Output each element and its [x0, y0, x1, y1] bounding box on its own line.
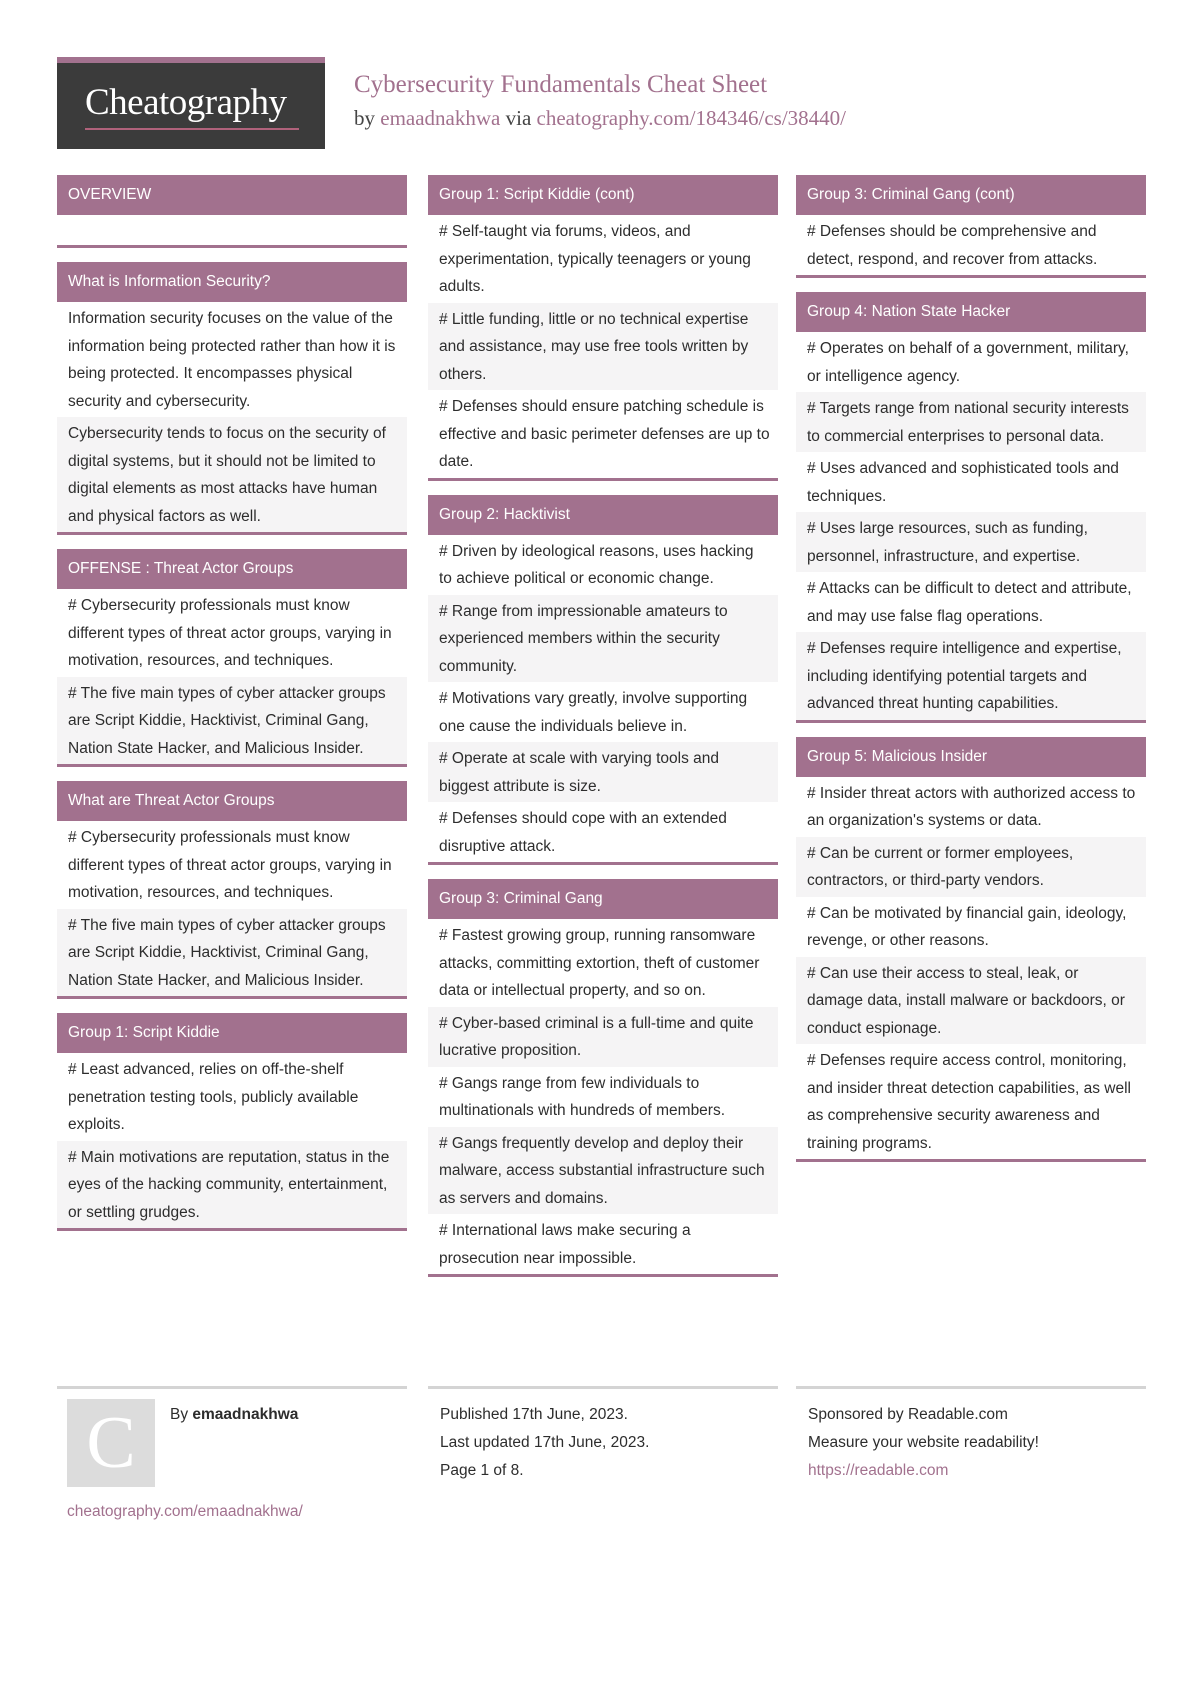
- cheat-section: [796, 737, 1146, 1163]
- updated-date: Last updated 17th June, 2023.: [440, 1434, 650, 1451]
- cheat-section: [57, 175, 407, 248]
- sponsor-line: [808, 1406, 1008, 1424]
- section-body: [796, 332, 1146, 720]
- footer-divider: [796, 1386, 1146, 1389]
- section-item: # Uses large resources, such as funding, personnel, infrastructure, and expertise.: [796, 512, 1146, 572]
- section-item: # Defenses should ensure patching schedule is effective and basic perimeter defenses are up to date.: [428, 390, 778, 478]
- section-item: # The five main types of cyber attacker groups are Script Kiddie, Hacktivist, Criminal Gang, Nation State Hacker, and Malicious Insider.: [57, 677, 407, 765]
- section-heading: Group 3: Criminal Gang: [428, 879, 778, 919]
- section-item: Information security focuses on the value of the information being protected rather than how it is being protected. It encompasses physical security and cybersecurity.: [57, 302, 407, 417]
- section-item: # Gangs range from few individuals to multinationals with hundreds of members.: [428, 1067, 778, 1127]
- section-item: # Fastest growing group, running ransomware attacks, committing extortion, theft of customer data or intellectual property, and so on.: [428, 919, 778, 1007]
- cheat-section: [796, 175, 1146, 278]
- author-link[interactable]: emaadnakhwa: [380, 106, 501, 130]
- section-item: # Self-taught via forums, videos, and experimentation, typically teenagers or young adults.: [428, 215, 778, 303]
- section-body: [57, 589, 407, 764]
- section-body: [57, 821, 407, 996]
- section-heading: Group 2: Hacktivist: [428, 495, 778, 535]
- cheat-section: [428, 879, 778, 1277]
- section-heading: Group 3: Criminal Gang (cont): [796, 175, 1146, 215]
- section-item: # Can use their access to steal, leak, or damage data, install malware or backdoors, or conduct espionage.: [796, 957, 1146, 1045]
- footer-divider: [428, 1386, 778, 1389]
- byline: [354, 106, 846, 131]
- column-2: [428, 175, 778, 1291]
- footer-author-name[interactable]: emaadnakhwa: [192, 1406, 299, 1423]
- sponsor-tagline: Measure your website readability!: [808, 1434, 1039, 1451]
- author-avatar[interactable]: C: [67, 1399, 155, 1487]
- section-item: # Range from impressionable amateurs to experienced members within the security community.: [428, 595, 778, 683]
- cheat-section: [57, 262, 407, 535]
- section-heading: Group 1: Script Kiddie (cont): [428, 175, 778, 215]
- section-body: [57, 302, 407, 532]
- cheat-section: [57, 781, 407, 999]
- footer-author: [170, 1406, 298, 1424]
- section-heading: Group 1: Script Kiddie: [57, 1013, 407, 1053]
- section-item: # The five main types of cyber attacker groups are Script Kiddie, Hacktivist, Criminal Gang, Nation State Hacker, and Malicious Insider.: [57, 909, 407, 997]
- section-item: # Little funding, little or no technical expertise and assistance, may use free tools written by others.: [428, 303, 778, 391]
- section-item: # Defenses require access control, monitoring, and insider threat detection capabilities, as well as comprehensive security awareness and training programs.: [796, 1044, 1146, 1159]
- page-title: Cybersecurity Fundamentals Cheat Sheet: [354, 71, 768, 98]
- section-item: # Gangs frequently develop and deploy their malware, access substantial infrastructure such as servers and domains.: [428, 1127, 778, 1215]
- section-item: # Can be motivated by financial gain, ideology, revenge, or other reasons.: [796, 897, 1146, 957]
- section-item: # Operate at scale with varying tools and biggest attribute is size.: [428, 742, 778, 802]
- byline-via: via: [505, 106, 532, 130]
- section-body: [796, 777, 1146, 1160]
- section-item: # Insider threat actors with authorized access to an organization's systems or data.: [796, 777, 1146, 837]
- logo-underline: [85, 128, 299, 130]
- section-heading: OVERVIEW: [57, 175, 407, 215]
- section-item: # Defenses should be comprehensive and detect, respond, and recover from attacks.: [796, 215, 1146, 275]
- cheat-section: [57, 1013, 407, 1231]
- section-heading: What is Information Security?: [57, 262, 407, 302]
- sheet-url-link[interactable]: cheatography.com/184346/cs/38440/: [536, 106, 846, 130]
- section-body: [428, 535, 778, 863]
- section-item: # Cybersecurity professionals must know different types of threat actor groups, varying in motivation, resources, and techniques.: [57, 589, 407, 677]
- sponsor-link[interactable]: https://readable.com: [808, 1462, 949, 1479]
- cheat-section: [428, 495, 778, 866]
- column-1: [57, 175, 407, 1245]
- section-item: # Defenses require intelligence and expertise, including identifying potential targets and advanced threat hunting capabilities.: [796, 632, 1146, 720]
- section-item: # International laws make securing a prosecution near impossible.: [428, 1214, 778, 1274]
- section-body: [796, 215, 1146, 275]
- page-number: Page 1 of 8.: [440, 1462, 524, 1479]
- section-item: # Main motivations are reputation, status in the eyes of the hacking community, entertainment, or settling grudges.: [57, 1141, 407, 1229]
- section-item: # Can be current or former employees, contractors, or third-party vendors.: [796, 837, 1146, 897]
- column-3: [796, 175, 1146, 1176]
- cheat-section: [428, 175, 778, 481]
- footer-by-label: By: [170, 1406, 189, 1423]
- logo-text: Cheatography: [85, 82, 287, 123]
- section-body: [57, 215, 407, 245]
- section-heading: What are Threat Actor Groups: [57, 781, 407, 821]
- section-item: # Operates on behalf of a government, military, or intelligence agency.: [796, 332, 1146, 392]
- section-item: # Least advanced, relies on off-the-shelf penetration testing tools, publicly available exploits.: [57, 1053, 407, 1141]
- section-heading: OFFENSE : Threat Actor Groups: [57, 549, 407, 589]
- sponsor-prefix: Sponsored by: [808, 1406, 904, 1423]
- section-body: [428, 215, 778, 478]
- section-body: [57, 1053, 407, 1228]
- cheat-section: [57, 549, 407, 767]
- cheatography-logo[interactable]: [57, 57, 325, 149]
- section-item: # Cyber-based criminal is a full-time and quite lucrative proposition.: [428, 1007, 778, 1067]
- section-item: # Targets range from national security interests to commercial enterprises to personal data.: [796, 392, 1146, 452]
- section-item: # Defenses should cope with an extended disruptive attack.: [428, 802, 778, 862]
- section-body: [428, 919, 778, 1274]
- section-heading: Group 5: Malicious Insider: [796, 737, 1146, 777]
- section-item: # Cybersecurity professionals must know different types of threat actor groups, varying in motivation, resources, and techniques.: [57, 821, 407, 909]
- cheat-section: [796, 292, 1146, 723]
- section-item: Cybersecurity tends to focus on the security of digital systems, but it should not be limited to digital elements as most attacks have human and physical factors as well.: [57, 417, 407, 532]
- sponsor-name: Readable.com: [907, 1406, 1008, 1423]
- section-heading: Group 4: Nation State Hacker: [796, 292, 1146, 332]
- section-item: # Attacks can be difficult to detect and attribute, and may use false flag operations.: [796, 572, 1146, 632]
- section-item: # Motivations vary greatly, involve supporting one cause the individuals believe in.: [428, 682, 778, 742]
- published-date: Published 17th June, 2023.: [440, 1406, 628, 1423]
- footer-profile-link[interactable]: cheatography.com/emaadnakhwa/: [67, 1503, 303, 1520]
- byline-by: by: [354, 106, 375, 130]
- section-item: # Driven by ideological reasons, uses hacking to achieve political or economic change.: [428, 535, 778, 595]
- footer-divider: [57, 1386, 407, 1389]
- section-item: # Uses advanced and sophisticated tools and techniques.: [796, 452, 1146, 512]
